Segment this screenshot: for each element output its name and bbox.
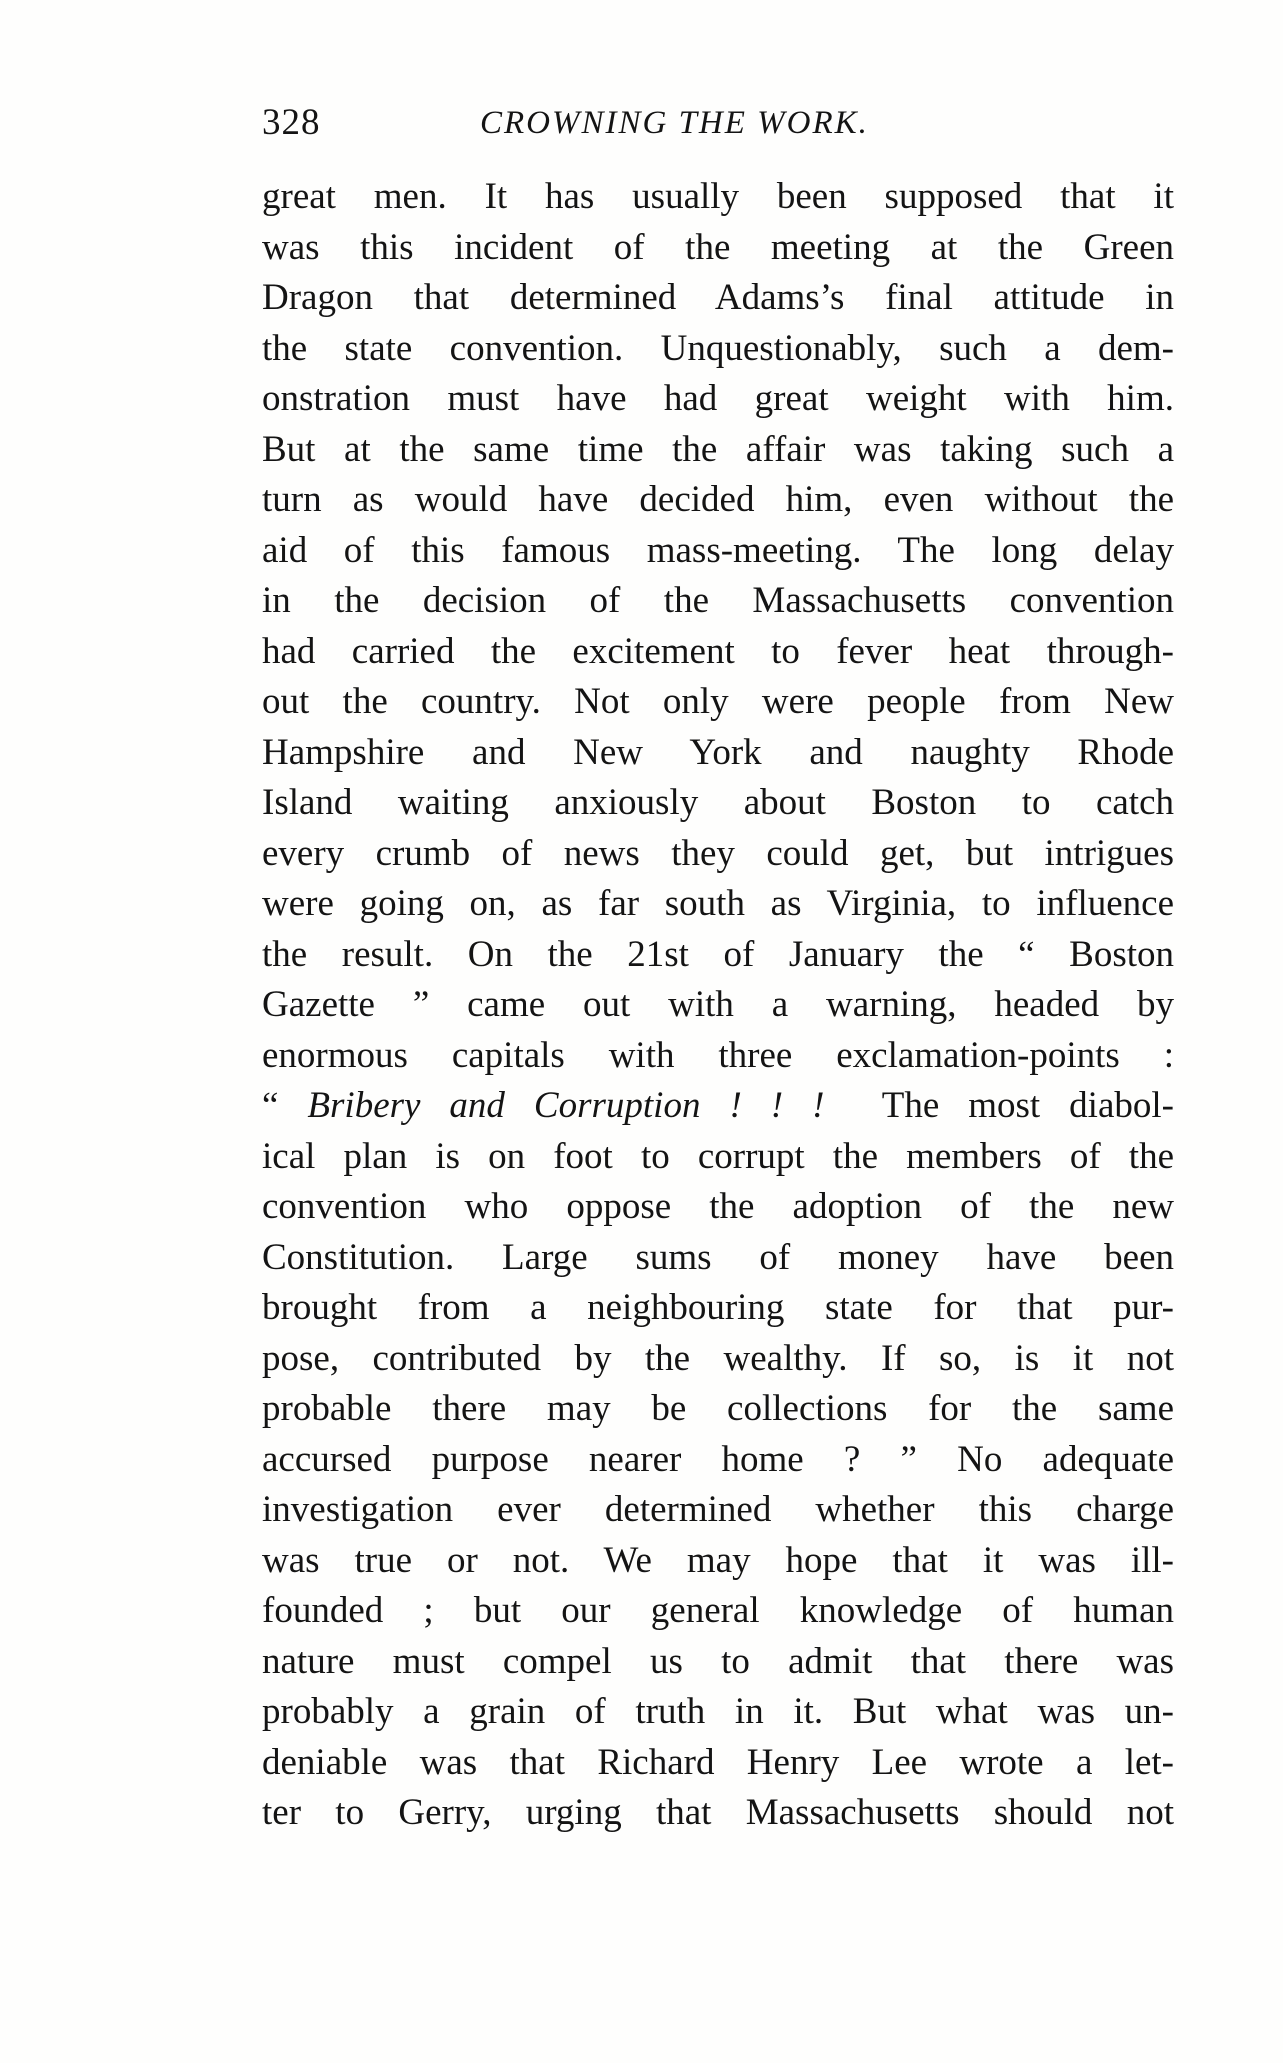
text-line: out the country. Not only were people from New [262,681,1174,722]
italic-headline: Bribery and Corruption ! ! ! [307,1085,825,1126]
text-line: ical plan is on foot to corrupt the members of the [262,1135,1174,1177]
text-line: had carried the excitement to fever heat through- [262,630,1174,672]
text-line: investigation ever determined whether this charge [262,1489,1174,1530]
page-number: 328 [262,102,321,143]
text-line: were going on, as far south as Virginia, to influence [262,883,1174,924]
text-line: Dragon that determined Adams’s final attitude in [262,277,1174,318]
text-line: the result. On the 21st of January the “ Boston [262,933,1174,975]
text-line: Hampshire and New York and naughty Rhode [262,731,1174,773]
text-line: brought from a neighbouring state for that pur- [262,1287,1174,1328]
text-line: But at the same time the affair was taking such a [262,428,1174,470]
text-line: ter to Gerry, urging that Massachusetts should not [262,1792,1174,1833]
text-line: probably a grain of truth in it. But what was un- [262,1691,1174,1732]
text-line: in the decision of the Massachusetts convention [262,580,1174,621]
text-line: nature must compel us to admit that there was [262,1640,1174,1682]
text-line: Gazette ” came out with a warning, headed by [262,984,1174,1025]
text-line: accursed purpose nearer home ? ” No adequate [262,1438,1174,1480]
text-line: was true or not. We may hope that it was ill- [262,1539,1174,1581]
text-line: deniable was that Richard Henry Lee wrote a let- [262,1741,1174,1783]
open-quote: “ [262,1085,308,1126]
text-line: Island waiting anxiously about Boston to catch [262,782,1174,823]
running-head [262,98,982,148]
text-line: was this incident of the meeting at the Green [262,226,1174,268]
text-line: onstration must have had great weight with him. [262,378,1174,419]
body-text [262,172,1174,1839]
line-continuation: The most diabol- [824,1085,1174,1126]
text-line: Constitution. Large sums of money have been [262,1236,1174,1278]
text-line: founded ; but our general knowledge of human [262,1590,1174,1631]
emphasis-line [262,1081,1174,1132]
text-line: probable there may be collections for the same [262,1388,1174,1429]
text-line: great men. It has usually been supposed that it [262,176,1174,217]
text-line: every crumb of news they could get, but intrigues [262,832,1174,874]
text-line: enormous capitals with three exclamation-points : [262,1034,1174,1076]
text-line: aid of this famous mass-meeting. The long delay [262,529,1174,571]
running-title: CROWNING THE WORK. [480,105,869,141]
text-line: the state convention. Unquestionably, such a dem- [262,327,1174,369]
text-line: turn as would have decided him, even without the [262,479,1174,520]
text-line: convention who oppose the adoption of the new [262,1186,1174,1227]
text-line: pose, contributed by the wealthy. If so, is it not [262,1337,1174,1379]
